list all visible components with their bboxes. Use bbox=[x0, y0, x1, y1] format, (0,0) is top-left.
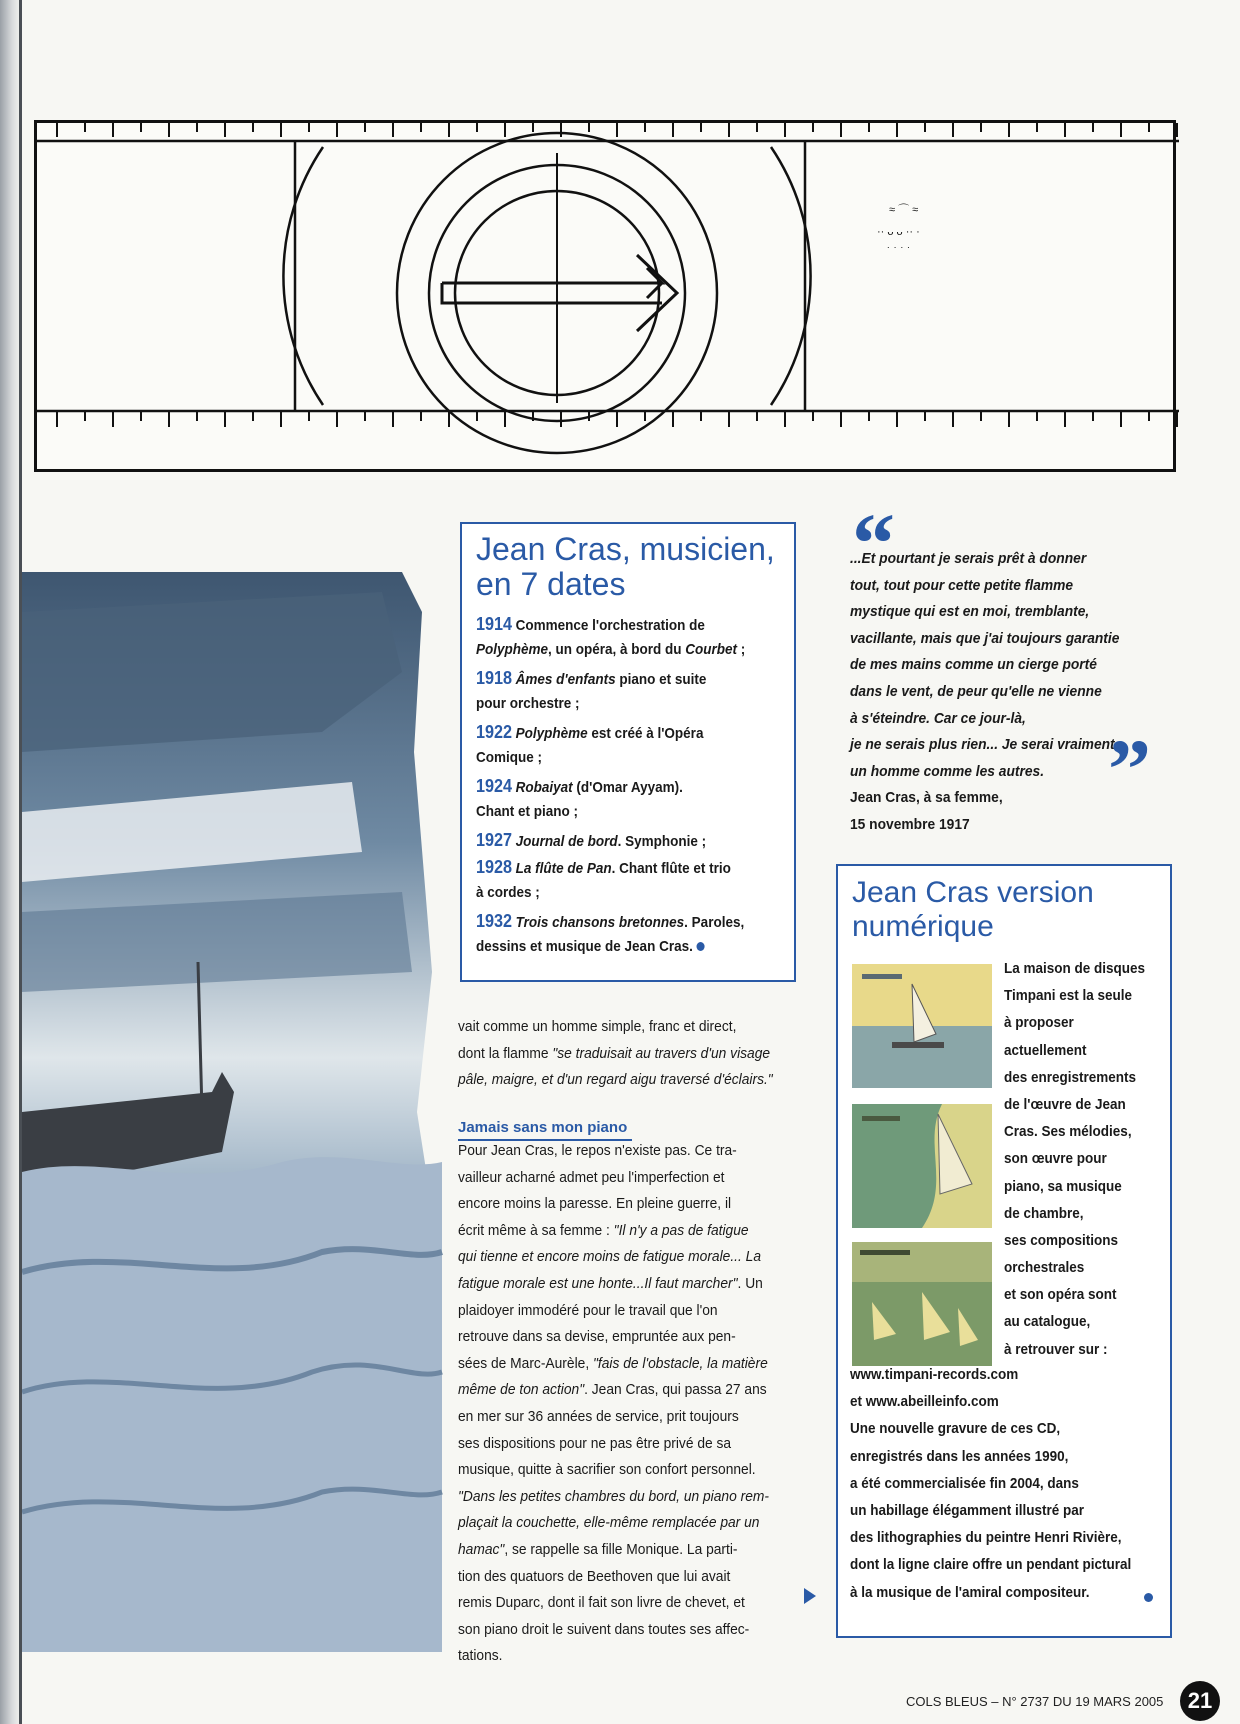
date-entry-line bbox=[476, 857, 751, 884]
cd-cover-3 bbox=[852, 1242, 992, 1366]
page-footer: COLS BLEUS – N° 2737 DU 19 MARS 2005 bbox=[906, 1694, 1164, 1709]
date-entry-line bbox=[476, 722, 751, 749]
quote-line: vacillante, mais que j'ai toujours garantie bbox=[850, 629, 1120, 647]
text-run: même de ton action" bbox=[458, 1381, 585, 1399]
digital-text-line: à la musique de l'amiral compositeur. bbox=[850, 1583, 1090, 1601]
article-line bbox=[458, 1142, 771, 1169]
text-run: , se rappelle sa fille Monique. La parti- bbox=[504, 1540, 738, 1558]
digital-side-line: Timpani est la seule bbox=[1004, 987, 1133, 1005]
svg-text:˙ ˙ ˙ ˙: ˙ ˙ ˙ ˙ bbox=[887, 246, 911, 258]
date-text: . Chant flûte et trio bbox=[611, 860, 731, 877]
date-text: Polyphème bbox=[515, 725, 588, 742]
text-run: tations. bbox=[458, 1647, 503, 1665]
dates-title bbox=[476, 532, 782, 602]
date-entry-line bbox=[476, 911, 751, 938]
date-text: Commence l'orchestration de bbox=[515, 617, 705, 634]
article-line bbox=[458, 1222, 771, 1249]
date-text: à cordes ; bbox=[476, 884, 540, 901]
cd-cover-2 bbox=[852, 1104, 992, 1228]
quote-line: je ne serais plus rien... Je serai vraiment bbox=[850, 736, 1115, 754]
digital-text-line: enregistrés dans les années 1990, bbox=[850, 1447, 1069, 1465]
open-quote-icon: “ bbox=[852, 495, 895, 591]
svg-text:≈ ⌒ ≈: ≈ ⌒ ≈ bbox=[889, 204, 919, 216]
date-text: piano et suite bbox=[615, 671, 707, 688]
date-text: Comique ; bbox=[476, 749, 543, 766]
text-run: fatigue morale est une honte...Il faut marcher" bbox=[458, 1274, 738, 1292]
digital-version-title bbox=[852, 876, 1094, 944]
svg-text:·· ᴗ ᴗ ·· ·: ·· ᴗ ᴗ ·· · bbox=[877, 226, 920, 238]
text-run: plaidoyer immodéré pour le travail que l'on bbox=[458, 1301, 718, 1319]
text-run: retrouve dans sa devise, empruntée aux pen- bbox=[458, 1328, 736, 1346]
website-link[interactable]: et www.abeilleinfo.com bbox=[850, 1393, 999, 1411]
article-line bbox=[458, 1018, 771, 1045]
digital-side-line: des enregistrements bbox=[1004, 1068, 1137, 1086]
text-run: écrit même à sa femme : bbox=[458, 1221, 614, 1239]
text-run: musique, quitte à sacrifier son confort personnel. bbox=[458, 1461, 756, 1479]
date-text: Polyphème bbox=[476, 641, 549, 658]
end-dot-icon bbox=[1144, 1593, 1153, 1602]
article-intro bbox=[458, 1018, 798, 1098]
date-year: 1924 bbox=[476, 776, 513, 796]
date-text: ; bbox=[737, 641, 746, 658]
digital-side-line: de chambre, bbox=[1004, 1204, 1084, 1222]
date-entry-line bbox=[476, 803, 751, 830]
dates-list bbox=[476, 614, 782, 965]
text-run: sées de Marc-Aurèle, bbox=[458, 1354, 593, 1372]
article-line bbox=[458, 1461, 771, 1488]
text-run: hamac" bbox=[458, 1540, 505, 1558]
article-line bbox=[458, 1071, 771, 1098]
text-run: "Dans les petites chambres du bord, un piano rem- bbox=[458, 1487, 769, 1505]
continue-arrow-icon bbox=[804, 1588, 816, 1604]
text-run: "Il n'y a pas de fatigue bbox=[613, 1221, 749, 1239]
date-entry-line bbox=[476, 641, 751, 668]
date-text: Journal de bord bbox=[515, 833, 618, 850]
article-line bbox=[458, 1328, 771, 1355]
text-run: . Un bbox=[737, 1274, 763, 1292]
section-subheading: Jamais sans mon piano bbox=[458, 1117, 632, 1141]
text-run: son piano droit le suivent dans toutes ses affec- bbox=[458, 1620, 750, 1638]
digital-side-line: ses compositions bbox=[1004, 1231, 1119, 1249]
text-run: "fais de l'obstacle, la matière bbox=[592, 1354, 768, 1372]
quote-line: dans le vent, de peur qu'elle ne vienne bbox=[850, 682, 1102, 700]
article-line bbox=[458, 1621, 771, 1648]
text-run: remis Duparc, dont il fait son livre de chevet, et bbox=[458, 1594, 745, 1612]
text-run: dont la flamme bbox=[458, 1044, 553, 1062]
article-line bbox=[458, 1408, 771, 1435]
article-line bbox=[458, 1435, 771, 1462]
text-run: ses dispositions pour ne pas être privé de sa bbox=[458, 1434, 732, 1452]
date-text: dessins et musique de Jean Cras. bbox=[476, 938, 693, 955]
article-line bbox=[458, 1541, 771, 1568]
digital-text-line: un habillage élégamment illustré par bbox=[850, 1501, 1085, 1519]
date-text: Courbet bbox=[685, 641, 738, 658]
article-line bbox=[458, 1488, 771, 1515]
dates-sidebar bbox=[460, 522, 796, 982]
date-year: 1928 bbox=[476, 857, 513, 877]
quote-attribution: Jean Cras, à sa femme, bbox=[850, 789, 1003, 807]
date-year: 1914 bbox=[476, 614, 513, 634]
quote-line: mystique qui est en moi, tremblante, bbox=[850, 603, 1090, 621]
digital-text-line: dont la ligne claire offre un pendant pictural bbox=[850, 1556, 1132, 1574]
digital-side-line: de l'œuvre de Jean bbox=[1004, 1095, 1126, 1113]
dates-title-line: Jean Cras, musicien, bbox=[476, 531, 775, 567]
website-link[interactable]: www.timpani-records.com bbox=[850, 1366, 1019, 1383]
article-line bbox=[458, 1594, 771, 1621]
date-text: Trois chansons bretonnes bbox=[515, 914, 685, 931]
article-line bbox=[458, 1275, 771, 1302]
article-body bbox=[458, 1142, 798, 1674]
date-year: 1927 bbox=[476, 830, 513, 850]
digital-side-line: son œuvre pour bbox=[1004, 1150, 1107, 1168]
article-line bbox=[458, 1381, 771, 1408]
article-line bbox=[458, 1045, 771, 1072]
article-line bbox=[458, 1169, 771, 1196]
text-run: . Jean Cras, qui passa 27 ans bbox=[584, 1381, 767, 1399]
date-text: . Paroles, bbox=[684, 914, 745, 931]
article-line bbox=[458, 1248, 771, 1275]
date-entry-line bbox=[476, 749, 751, 776]
date-text: Robaiyat bbox=[515, 779, 573, 796]
date-text: Chant et piano ; bbox=[476, 803, 578, 820]
article-line bbox=[458, 1195, 771, 1222]
article-line bbox=[458, 1302, 771, 1329]
quote-line: ...Et pourtant je serais prêt à donner bbox=[850, 550, 1087, 567]
digital-side-line: et son opéra sont bbox=[1004, 1286, 1117, 1304]
date-entry-line bbox=[476, 695, 751, 722]
digital-version-text bbox=[850, 1366, 1163, 1611]
quote-line: tout, tout pour cette petite flamme bbox=[850, 576, 1074, 594]
text-run: vait comme un homme simple, franc et direct, bbox=[458, 1018, 737, 1035]
seascape-painting bbox=[22, 552, 458, 1652]
end-dot-icon bbox=[696, 942, 704, 951]
digital-title-line: numérique bbox=[852, 910, 994, 943]
digital-side-line: au catalogue, bbox=[1004, 1313, 1091, 1331]
date-year: 1932 bbox=[476, 911, 513, 931]
quote-line: un homme comme les autres. bbox=[850, 762, 1045, 780]
text-run: vailleur acharné admet peu l'imperfection et bbox=[458, 1168, 725, 1186]
date-entry-line bbox=[476, 614, 751, 641]
date-text: , un opéra, à bord du bbox=[548, 641, 686, 658]
date-year: 1922 bbox=[476, 722, 513, 742]
text-run: plaçait la couchette, elle-même remplacée par un bbox=[458, 1514, 760, 1532]
article-line bbox=[458, 1568, 771, 1595]
text-run: pâle, maigre, et d'un regard aigu traversé d'éclairs." bbox=[458, 1071, 773, 1089]
close-quote-icon: ” bbox=[1108, 721, 1151, 817]
text-run: en mer sur 36 années de service, prit toujours bbox=[458, 1407, 739, 1425]
date-entry-line bbox=[476, 668, 751, 695]
date-text: est créé à l'Opéra bbox=[587, 725, 704, 742]
digital-title-line: Jean Cras version bbox=[852, 876, 1094, 909]
page-number: 21 bbox=[1180, 1681, 1220, 1721]
digital-side-line: orchestrales bbox=[1004, 1259, 1085, 1277]
date-entry-line bbox=[476, 776, 751, 803]
date-text: pour orchestre ; bbox=[476, 695, 580, 712]
quote-date: 15 novembre 1917 bbox=[850, 815, 970, 833]
cd-cover-1 bbox=[852, 964, 992, 1088]
digital-side-line: La maison de disques bbox=[1004, 960, 1146, 977]
date-entry-line bbox=[476, 830, 751, 857]
digital-side-line: piano, sa musique bbox=[1004, 1177, 1122, 1195]
text-run: Pour Jean Cras, le repos n'existe pas. Ce tra- bbox=[458, 1142, 737, 1159]
digital-text-line: a été commercialisée fin 2004, dans bbox=[850, 1474, 1079, 1492]
date-text: La flûte de Pan bbox=[515, 860, 612, 877]
quote-line: à s'éteindre. Car ce jour-là, bbox=[850, 709, 1026, 727]
digital-text-line: Une nouvelle gravure de ces CD, bbox=[850, 1420, 1061, 1438]
article-line bbox=[458, 1355, 771, 1382]
date-entry-line bbox=[476, 884, 751, 911]
article-line bbox=[458, 1514, 771, 1541]
digital-side-line: à retrouver sur : bbox=[1004, 1340, 1108, 1358]
text-run: encore moins la paresse. En pleine guerre, il bbox=[458, 1195, 732, 1213]
text-run: qui tienne et encore moins de fatigue morale... La bbox=[458, 1248, 762, 1266]
text-run: tion des quatuors de Beethoven que lui avait bbox=[458, 1567, 731, 1585]
date-text: (d'Omar Ayyam). bbox=[572, 779, 683, 796]
digital-side-line: à proposer bbox=[1004, 1014, 1074, 1032]
quote-line: de mes mains comme un cierge porté bbox=[850, 656, 1097, 674]
date-entry-line bbox=[476, 938, 751, 965]
text-run: "se traduisait au travers d'un visage bbox=[552, 1044, 771, 1062]
date-year: 1918 bbox=[476, 668, 513, 688]
date-text: Âmes d'enfants bbox=[515, 671, 616, 688]
article-line bbox=[458, 1647, 771, 1674]
navigation-instrument-drawing bbox=[34, 120, 1176, 472]
dates-title-line: en 7 dates bbox=[476, 566, 626, 602]
date-text: . Symphonie ; bbox=[617, 833, 707, 850]
digital-text-line: des lithographies du peintre Henri Rivière, bbox=[850, 1529, 1122, 1547]
digital-side-line: Cras. Ses mélodies, bbox=[1004, 1123, 1132, 1141]
digital-side-line: actuellement bbox=[1004, 1041, 1087, 1059]
digital-version-side-text bbox=[1004, 960, 1161, 1368]
